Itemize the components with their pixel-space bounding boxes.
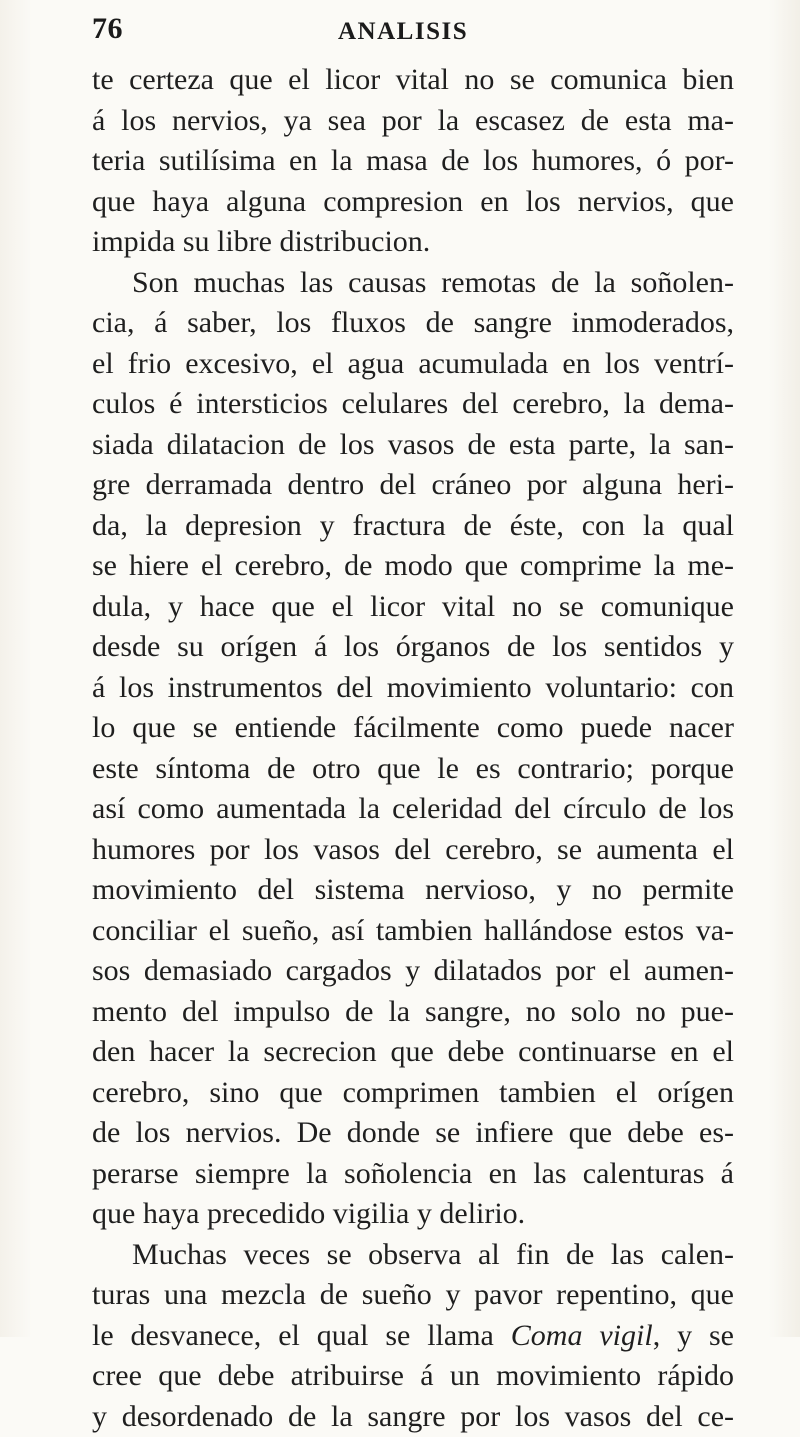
text-line: da, la depresion y fractura de éste, con la qual: [92, 506, 734, 547]
text-line: Muchas veces se observa al fin de las calen-: [92, 1235, 734, 1276]
text-line: que haya alguna compresion en los nervios, que: [92, 182, 734, 223]
text-line: gre derramada dentro del cráneo por alguna heri-: [92, 465, 734, 506]
page-number: 76: [92, 12, 123, 46]
text-line-with-term: [92, 1316, 734, 1357]
italic-term: Coma vigil: [511, 1319, 653, 1352]
running-head: [92, 12, 652, 54]
text-line: conciliar el sueño, así tambien hallándose estos va-: [92, 911, 734, 952]
text-line: dula, y hace que el licor vital no se comunique: [92, 587, 734, 628]
text-line: cerebro, sino que comprimen tambien el orígen: [92, 1073, 734, 1114]
text-fragment: le desvanece, el qual se llama: [92, 1319, 494, 1352]
text-line: perarse siempre la soñolencia en las calenturas á: [92, 1154, 734, 1195]
text-line: este síntoma de otro que le es contrario; porque: [92, 749, 734, 790]
text-line: y desordenado de la sangre por los vasos del ce-: [92, 1397, 734, 1437]
text-line: desde su orígen á los órganos de los sentidos y: [92, 627, 734, 668]
text-line: sos demasiado cargados y dilatados por el aumen-: [92, 951, 734, 992]
text-line: teria sutilísima en la masa de los humores, ó por-: [92, 141, 734, 182]
text-line: á los instrumentos del movimiento voluntario: con: [92, 668, 734, 709]
text-line: culos é intersticios celulares del cerebro, la dema-: [92, 384, 734, 425]
text-line: lo que se entiende fácilmente como puede nacer: [92, 708, 734, 749]
text-line: siada dilatacion de los vasos de esta parte, la san-: [92, 425, 734, 466]
text-line: el frio excesivo, el agua acumulada en los ventrí-: [92, 344, 734, 385]
text-line: cree que debe atribuirse á un movimiento rápido: [92, 1356, 734, 1397]
text-line: á los nervios, ya sea por la escasez de esta ma-: [92, 101, 734, 142]
text-line: turas una mezcla de sueño y pavor repentino, que: [92, 1275, 734, 1316]
text-line: cia, á saber, los fluxos de sangre inmoderados,: [92, 303, 734, 344]
text-line: mento del impulso de la sangre, no solo no pue-: [92, 992, 734, 1033]
text-line: te certeza que el licor vital no se comunica bien: [92, 60, 734, 101]
text-line: Son muchas las causas remotas de la soñolen-: [92, 263, 734, 304]
text-fragment: , y se: [653, 1319, 734, 1352]
text-line: den hacer la secrecion que debe continuarse en el: [92, 1032, 734, 1073]
text-line: movimiento del sistema nervioso, y no permite: [92, 870, 734, 911]
text-line: así como aumentada la celeridad del círculo de los: [92, 789, 734, 830]
text-line: impida su libre distribucion.: [92, 222, 734, 263]
text-line: de los nervios. De donde se infiere que debe es-: [92, 1113, 734, 1154]
body-text: [92, 60, 734, 1437]
running-title: ANALISIS: [338, 18, 468, 46]
text-line: humores por los vasos del cerebro, se aumenta el: [92, 830, 734, 871]
text-line: que haya precedido vigilia y delirio.: [92, 1194, 734, 1235]
text-line: se hiere el cerebro, de modo que comprime la me-: [92, 546, 734, 587]
